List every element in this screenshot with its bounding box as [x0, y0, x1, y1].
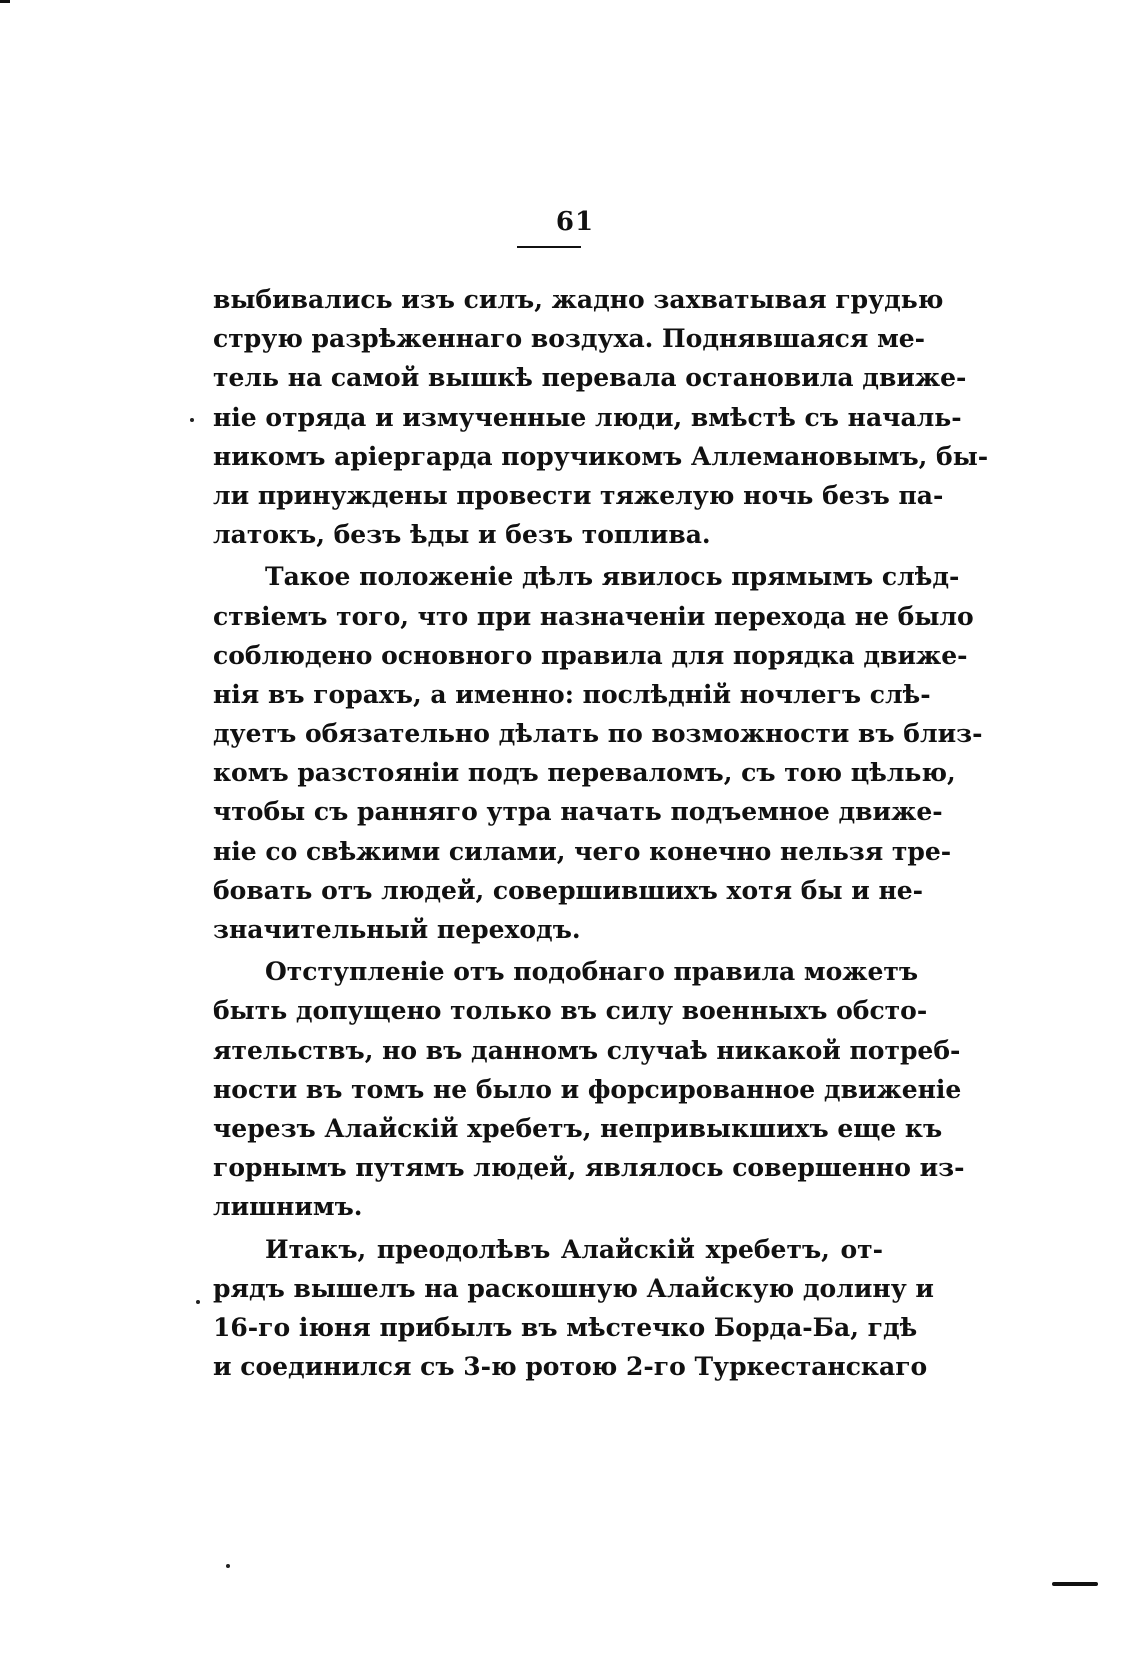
text-line: значительный переходъ. — [213, 915, 581, 944]
text-line: бовать отъ людей, совершившихъ хотя бы и не- — [213, 875, 924, 905]
scan-speck — [196, 1300, 200, 1304]
text-line: черезъ Алайскій хребетъ, непривыкшихъ еще къ — [213, 1113, 943, 1143]
text-line: быть допущено только въ силу военныхъ обсто- — [213, 996, 928, 1026]
paragraph-start: Итакъ, преодолѣвъ Алайскій хребетъ, от- — [265, 1234, 883, 1264]
page-number: 61 — [555, 207, 595, 237]
text-line: соблюдено основного правила для порядка движе- — [213, 640, 968, 670]
scan-speck — [190, 418, 194, 422]
paragraph-start: Отступленіе отъ подобнаго правила можетъ — [265, 957, 919, 987]
text-line: струю разрѣженнаго воздуха. Поднявшаяся ме- — [213, 324, 926, 354]
text-line: нія въ горахъ, а именно: послѣдній ночлегъ слѣ- — [213, 679, 931, 709]
text-line: дуетъ обязательно дѣлать по возможности въ близ- — [213, 719, 983, 749]
body-text — [213, 280, 989, 1386]
text-line: горнымъ путямъ людей, являлось совершенно из- — [213, 1153, 965, 1183]
footer-dash — [1052, 1582, 1098, 1586]
text-line: комъ разстояніи подъ переваломъ, съ тою цѣлью, — [213, 758, 956, 788]
text-line: тель на самой вышкѣ перевала остановила движе- — [213, 363, 967, 393]
scan-speck — [226, 1564, 230, 1568]
header-rule — [517, 246, 581, 248]
text-line: чтобы съ ранняго утра начать подъемное движе- — [213, 797, 943, 827]
text-line: ности въ томъ не было и форсированное движеніе — [213, 1074, 962, 1104]
text-line: ятельствъ, но въ данномъ случаѣ никакой потреб- — [213, 1035, 961, 1065]
text-line: латокъ, безъ ѣды и безъ топлива. — [213, 520, 711, 550]
text-line: и соединился съ 3-ю ротою 2-го Туркестанскаго — [213, 1352, 928, 1382]
text-line: выбивались изъ силъ, жадно захватывая грудью — [213, 285, 944, 314]
scan-corner-mark — [0, 0, 10, 3]
text-line: лишнимъ. — [213, 1192, 363, 1222]
text-line: ніе отряда и измученные люди, вмѣстѣ съ началь- — [213, 402, 962, 432]
text-line: ніе со свѣжими силами, чего конечно нельзя тре- — [213, 836, 952, 866]
text-line: 16-го іюня прибылъ въ мѣстечко Борда-Ба, гдѣ — [213, 1312, 918, 1342]
paragraph-start: Такое положеніе дѣлъ явилось прямымъ слѣд- — [265, 562, 960, 592]
text-line: ли принуждены провести тяжелую ночь безъ па- — [213, 480, 944, 510]
text-line: никомъ аріергарда поручикомъ Аллемановымъ, бы- — [213, 441, 989, 471]
text-line: рядъ вышелъ на раскошную Алайскую долину и — [213, 1273, 934, 1303]
text-line: ствіемъ того, что при назначеніи перехода не было — [213, 601, 974, 631]
